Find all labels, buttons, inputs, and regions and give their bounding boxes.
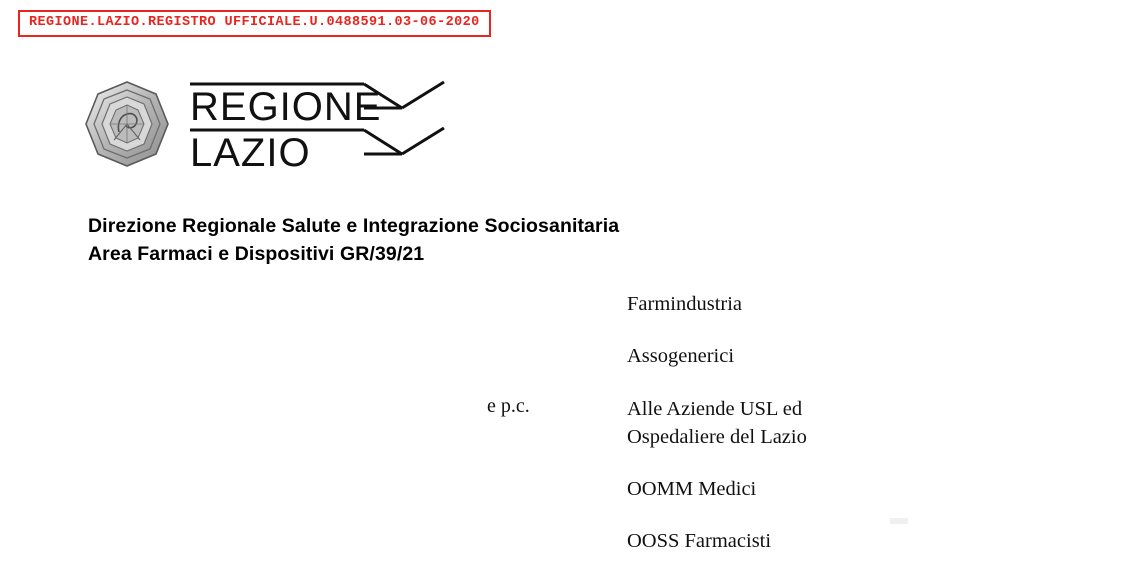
recipient-row bbox=[487, 342, 1087, 370]
recipient-body bbox=[627, 395, 1087, 452]
regione-lazio-emblem-icon bbox=[84, 80, 170, 168]
recipient-line: Ospedaliere del Lazio bbox=[627, 425, 807, 448]
recipient-body bbox=[627, 342, 1087, 370]
recipient-row bbox=[487, 475, 1087, 503]
recipient-line: OOMM Medici bbox=[627, 478, 757, 501]
recipient-row bbox=[487, 395, 1087, 452]
recipient-body bbox=[627, 527, 1087, 555]
department-line-2: Area Farmaci e Dispositivi GR/39/21 bbox=[88, 242, 425, 265]
recipient-body bbox=[627, 475, 1087, 503]
protocol-stamp-text: REGIONE.LAZIO.REGISTRO UFFICIALE.U.0488591.03-06-2020 bbox=[29, 15, 480, 30]
recipients-block bbox=[487, 290, 1087, 580]
recipient-row bbox=[487, 290, 1087, 318]
regione-lazio-wordmark bbox=[188, 78, 454, 172]
paper-artifact bbox=[890, 518, 908, 524]
recipient-row bbox=[487, 527, 1087, 555]
recipient-line: Alle Aziende USL ed bbox=[627, 397, 803, 420]
recipient-line: Assogenerici bbox=[627, 345, 735, 368]
logo-line1-text: REGIONE bbox=[190, 85, 382, 129]
regione-lazio-logo bbox=[84, 78, 454, 174]
recipient-line: Farmindustria bbox=[627, 293, 743, 315]
department-line-1: Direzione Regionale Salute e Integrazione Sociosanitaria bbox=[88, 215, 620, 237]
department-heading bbox=[88, 213, 619, 268]
recipient-prefix: e p.c. bbox=[487, 394, 530, 417]
logo-line2-text: LAZIO bbox=[190, 131, 311, 172]
recipient-line: OOSS Farmacisti bbox=[627, 530, 772, 553]
protocol-stamp bbox=[18, 10, 491, 37]
recipient-body bbox=[627, 290, 1087, 318]
